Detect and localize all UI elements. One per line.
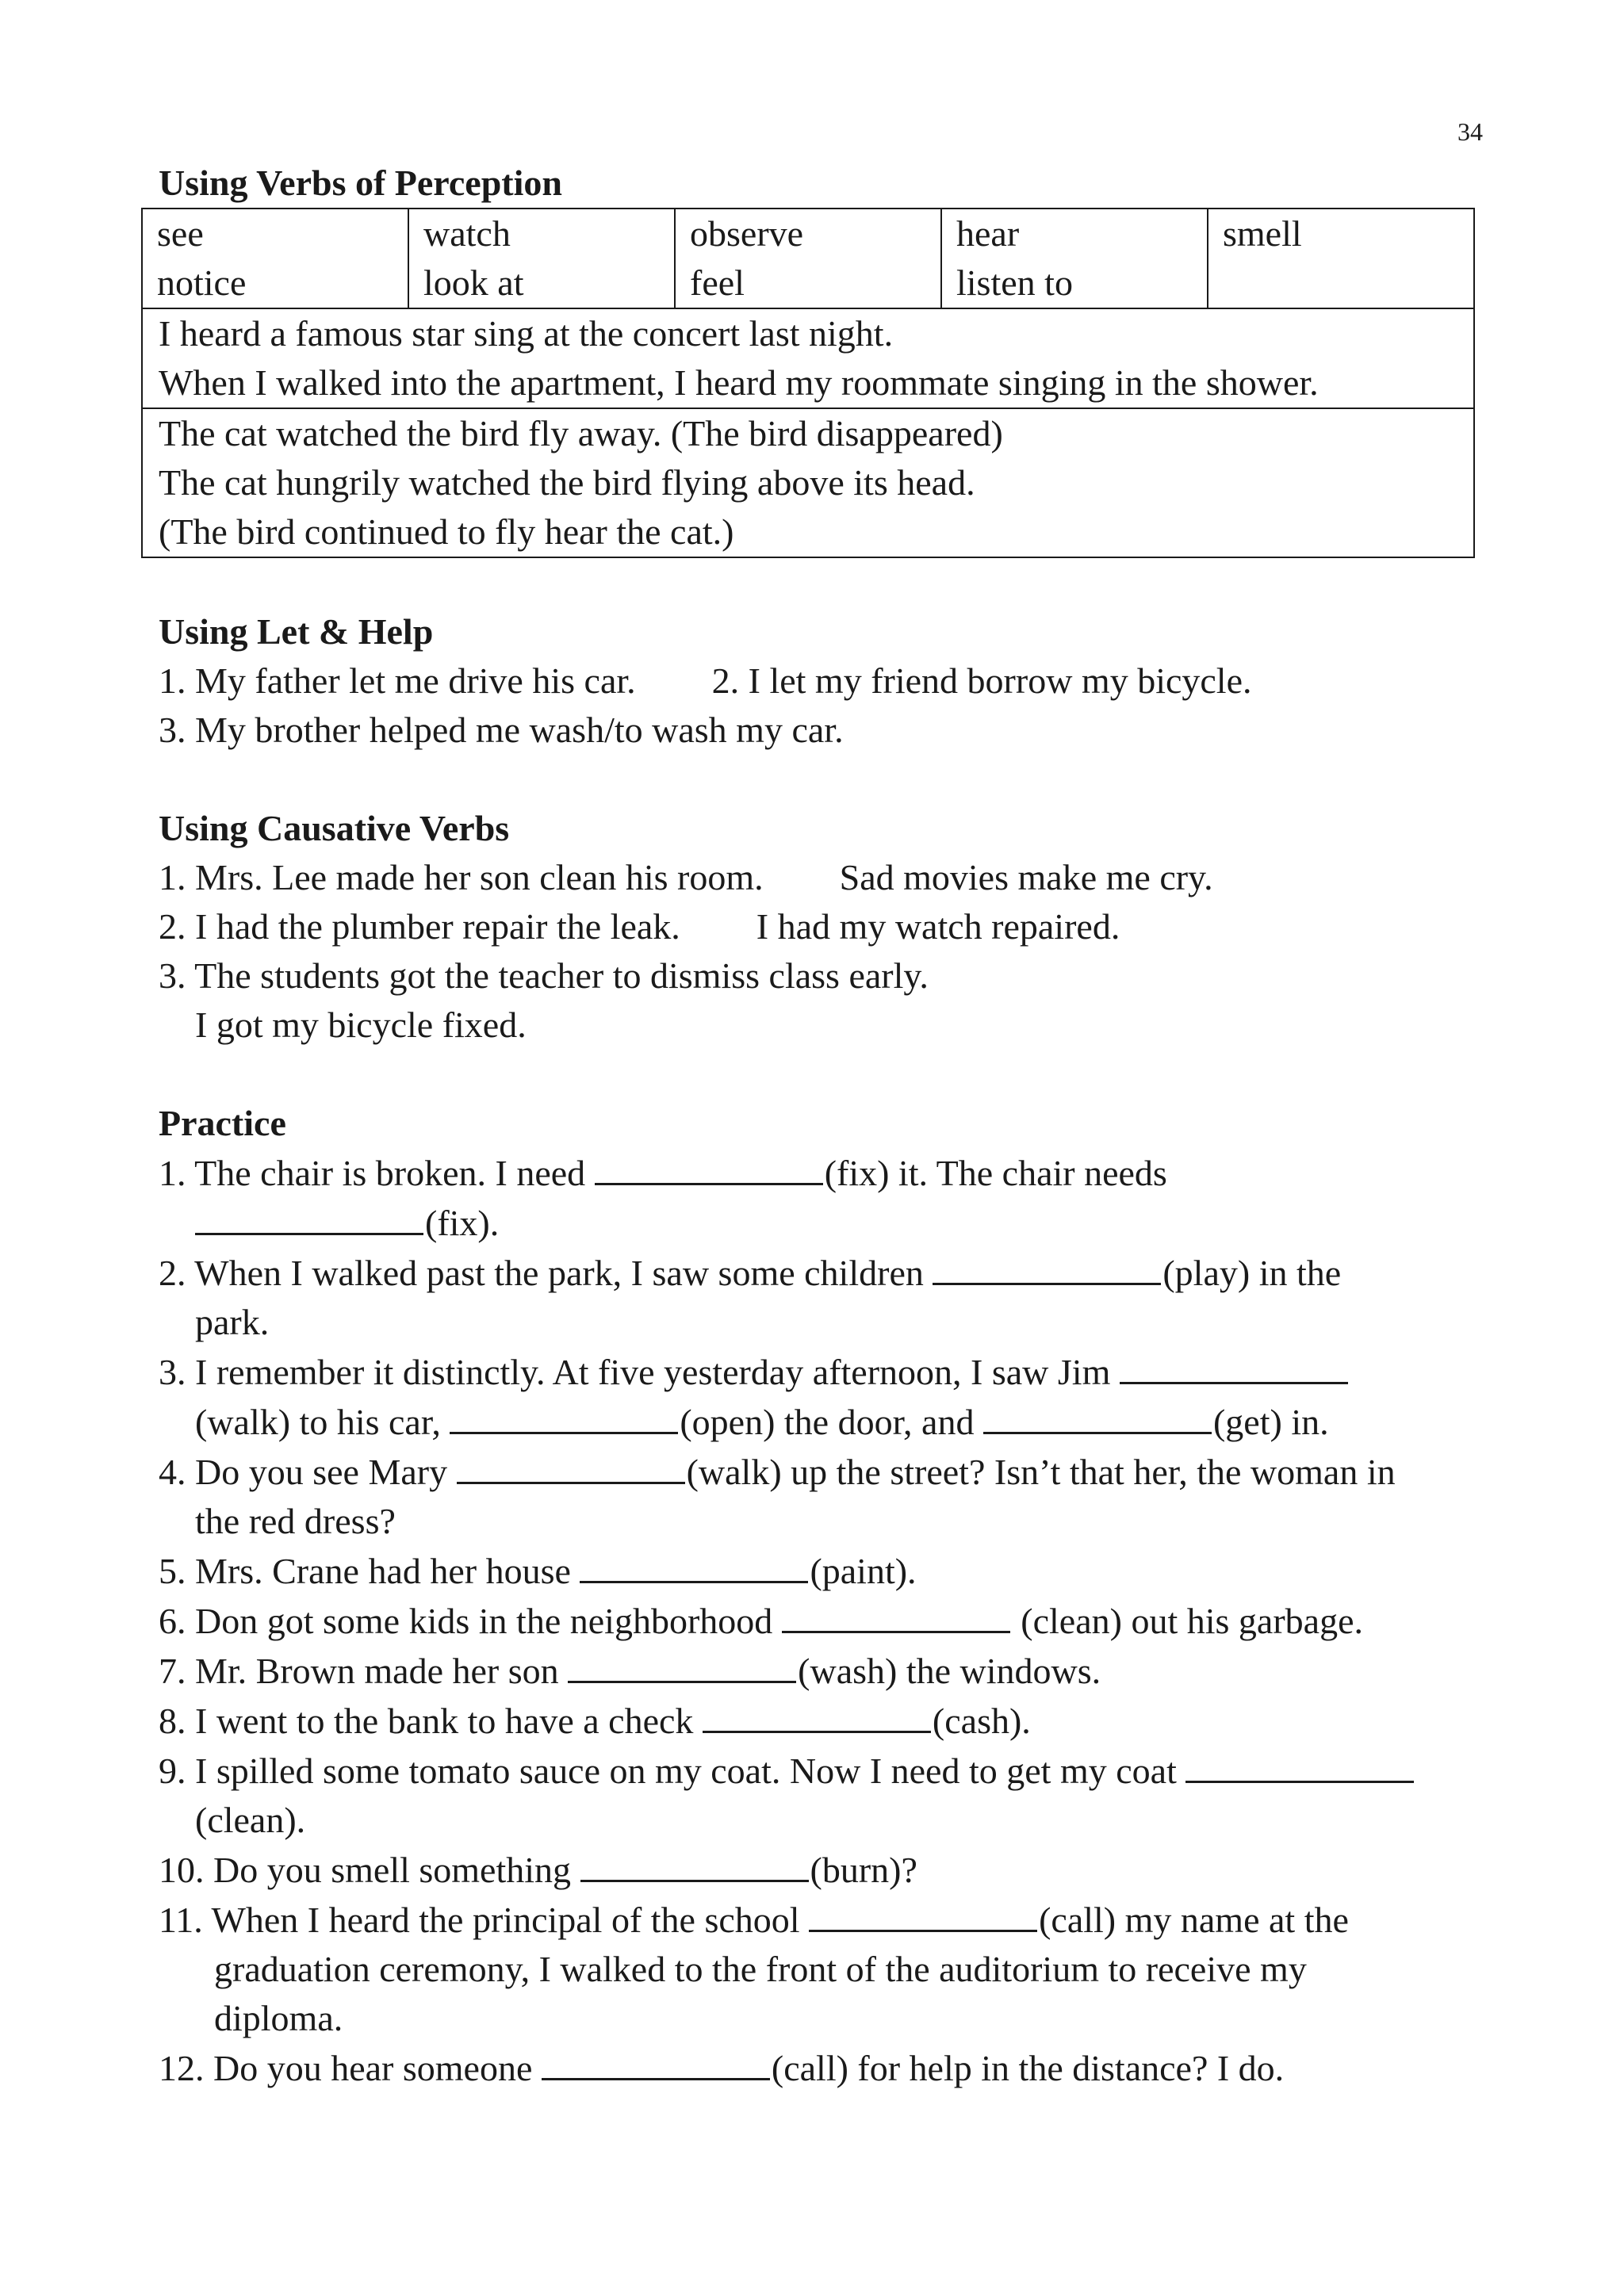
answer-blank[interactable]	[782, 1596, 1010, 1633]
practice-item-10: 10. Do you smell something (burn)?	[159, 1845, 1475, 1895]
causative-line: I got my bicycle fixed.	[195, 1004, 527, 1045]
answer-blank[interactable]	[809, 1895, 1037, 1932]
example-row-1	[142, 308, 1474, 408]
answer-blank[interactable]	[983, 1397, 1212, 1434]
practice-item-3: 3. I remember it distinctly. At five yesterday afternoon, I saw Jim	[159, 1347, 1475, 1397]
verb-cell: observe feel	[675, 209, 941, 308]
example-cell: The cat watched the bird fly away. (The bird disappeared) The cat hungrily watched the bird flying above its head. (The bird continued to fly hear the cat.)	[142, 408, 1474, 557]
causative-line: 3. The students got the teacher to dismiss class early.	[159, 955, 929, 996]
practice-item-2: 2. When I walked past the park, I saw some children (play) in the	[159, 1248, 1475, 1298]
practice-item-1-cont: (fix).	[159, 1198, 1475, 1248]
practice-heading: Practice	[159, 1103, 286, 1143]
verb-cell: hear listen to	[941, 209, 1208, 308]
practice-item-4-cont: the red dress?	[195, 1501, 396, 1541]
practice-item-5: 5. Mrs. Crane had her house (paint).	[159, 1546, 1475, 1596]
practice-item-8: 8. I went to the bank to have a check (cash).	[159, 1696, 1475, 1746]
practice-item-3-cont: (walk) to his car, (open) the door, and (get) in.	[159, 1397, 1475, 1447]
answer-blank[interactable]	[568, 1646, 796, 1683]
verb-cell: smell	[1208, 209, 1474, 308]
verb-cell: see notice	[142, 209, 408, 308]
verb-row	[142, 209, 1474, 308]
causative-line: 2. I had the plumber repair the leak. I had my watch repaired.	[159, 906, 1120, 947]
answer-blank[interactable]	[450, 1397, 678, 1434]
answer-blank[interactable]	[457, 1447, 685, 1484]
causative-heading: Using Causative Verbs	[159, 808, 510, 848]
practice-item-9: 9. I spilled some tomato sauce on my coat. Now I need to get my coat	[159, 1746, 1475, 1796]
verb-cell: watch look at	[408, 209, 675, 308]
practice-item-11-cont: graduation ceremony, I walked to the front of the auditorium to receive my	[214, 1949, 1307, 1989]
causative-line: 1. Mrs. Lee made her son clean his room. Sad movies make me cry.	[159, 857, 1213, 897]
answer-blank[interactable]	[580, 1546, 808, 1583]
answer-blank[interactable]	[195, 1198, 423, 1235]
answer-blank[interactable]	[595, 1148, 823, 1185]
practice-item-7: 7. Mr. Brown made her son (wash) the windows.	[159, 1646, 1475, 1696]
practice-item-11: 11. When I heard the principal of the school (call) my name at the	[159, 1895, 1475, 1945]
answer-blank[interactable]	[542, 2043, 770, 2080]
practice-item-1: 1. The chair is broken. I need (fix) it. The chair needs	[159, 1148, 1475, 1198]
answer-blank[interactable]	[933, 1248, 1161, 1285]
example-cell: I heard a famous star sing at the concert last night. When I walked into the apartment, I heard my roommate singing in the shower.	[142, 308, 1474, 408]
practice-item-11-cont: diploma.	[214, 1998, 343, 2038]
worksheet-content	[159, 159, 1475, 2093]
perception-heading: Using Verbs of Perception	[159, 163, 562, 203]
answer-blank[interactable]	[580, 1845, 809, 1882]
page-number: 34	[1457, 117, 1483, 146]
example-row-2	[142, 408, 1474, 557]
answer-blank[interactable]	[1120, 1347, 1348, 1384]
let-help-line: 3. My brother helped me wash/to wash my car.	[159, 710, 844, 750]
answer-blank[interactable]	[1185, 1746, 1414, 1783]
let-help-heading: Using Let & Help	[159, 611, 434, 652]
practice-item-6: 6. Don got some kids in the neighborhood (clean) out his garbage.	[159, 1596, 1475, 1646]
perception-verb-table	[141, 208, 1475, 558]
practice-item-4: 4. Do you see Mary (walk) up the street? Isn’t that her, the woman in	[159, 1447, 1475, 1497]
let-help-line: 1. My father let me drive his car. 2. I let my friend borrow my bicycle.	[159, 660, 1252, 701]
practice-item-12: 12. Do you hear someone (call) for help in the distance? I do.	[159, 2043, 1475, 2093]
practice-item-2-cont: park.	[195, 1302, 270, 1342]
answer-blank[interactable]	[703, 1696, 931, 1733]
practice-item-9-cont: (clean).	[195, 1800, 306, 1840]
